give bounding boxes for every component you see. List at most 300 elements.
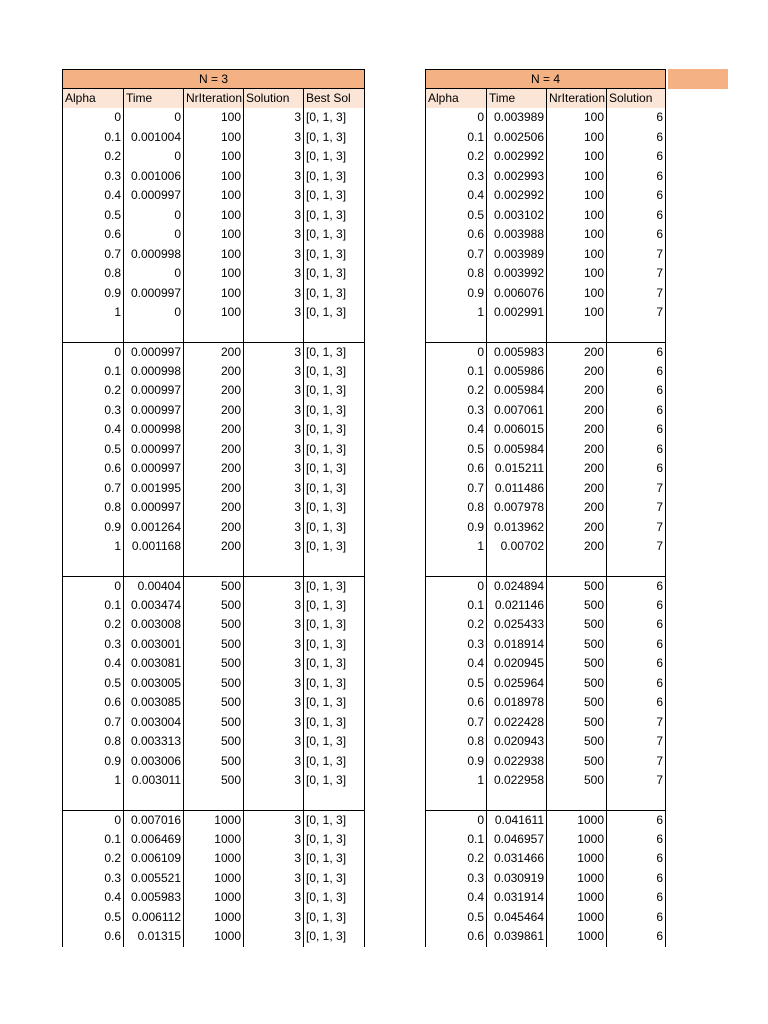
cell-nr-iteration: 100 bbox=[183, 108, 243, 128]
cell-time: 0.020945 bbox=[486, 654, 546, 674]
cell-solution: 3 bbox=[243, 927, 303, 947]
table-row bbox=[425, 108, 666, 128]
cell-time: 0.000998 bbox=[123, 420, 183, 440]
cell-solution: 6 bbox=[606, 167, 666, 187]
cell-time: 0.005984 bbox=[486, 381, 546, 401]
table-row bbox=[425, 225, 666, 245]
cell-nr-iteration: 100 bbox=[546, 167, 606, 187]
table-row bbox=[425, 381, 666, 401]
cell-best-sol: [0, 1, 3] bbox=[303, 128, 365, 148]
cell-solution: 7 bbox=[606, 752, 666, 772]
cell-best-sol: [0, 1, 3] bbox=[303, 303, 365, 323]
cell-alpha: 0.3 bbox=[425, 401, 486, 421]
cell-nr-iteration: 500 bbox=[183, 732, 243, 752]
cell-time: 0.003001 bbox=[123, 635, 183, 655]
cell-alpha: 0.2 bbox=[62, 849, 123, 869]
empty-cell bbox=[62, 791, 123, 811]
cell-time: 0.003988 bbox=[486, 225, 546, 245]
cell-solution: 3 bbox=[243, 518, 303, 538]
cell-time: 0.007978 bbox=[486, 498, 546, 518]
cell-best-sol: [0, 1, 3] bbox=[303, 615, 365, 635]
cell-solution: 3 bbox=[243, 713, 303, 733]
cell-time: 0.003004 bbox=[123, 713, 183, 733]
cell-time: 0.000997 bbox=[123, 381, 183, 401]
cell-best-sol: [0, 1, 3] bbox=[303, 264, 365, 284]
table-row bbox=[425, 576, 666, 596]
empty-cell bbox=[606, 323, 666, 343]
cell-best-sol: [0, 1, 3] bbox=[303, 225, 365, 245]
cell-solution: 7 bbox=[606, 498, 666, 518]
cell-alpha: 0.2 bbox=[62, 147, 123, 167]
cell-alpha: 0.1 bbox=[62, 830, 123, 850]
cell-nr-iteration: 100 bbox=[546, 303, 606, 323]
cell-nr-iteration: 100 bbox=[183, 245, 243, 265]
table-row bbox=[62, 518, 365, 538]
cell-solution: 6 bbox=[606, 811, 666, 830]
cell-nr-iteration: 1000 bbox=[183, 888, 243, 908]
cell-best-sol: [0, 1, 3] bbox=[303, 771, 365, 791]
cell-nr-iteration: 500 bbox=[183, 615, 243, 635]
cell-alpha: 0.4 bbox=[425, 420, 486, 440]
cell-time: 0.003008 bbox=[123, 615, 183, 635]
cell-solution: 6 bbox=[606, 225, 666, 245]
cell-time: 0.01315 bbox=[123, 927, 183, 947]
cell-time: 0.013962 bbox=[486, 518, 546, 538]
table-n4 bbox=[425, 69, 666, 947]
table-row bbox=[425, 401, 666, 421]
cell-best-sol: [0, 1, 3] bbox=[303, 830, 365, 850]
cell-time: 0.025964 bbox=[486, 674, 546, 694]
cell-alpha: 0.2 bbox=[62, 381, 123, 401]
cell-best-sol: [0, 1, 3] bbox=[303, 752, 365, 772]
cell-solution: 3 bbox=[243, 147, 303, 167]
cell-alpha: 0 bbox=[62, 811, 123, 830]
cell-nr-iteration: 200 bbox=[546, 518, 606, 538]
cell-nr-iteration: 500 bbox=[546, 752, 606, 772]
cell-solution: 3 bbox=[243, 498, 303, 518]
cell-alpha: 0.5 bbox=[62, 440, 123, 460]
cell-nr-iteration: 500 bbox=[546, 654, 606, 674]
cell-time: 0.006109 bbox=[123, 849, 183, 869]
cell-nr-iteration: 1000 bbox=[183, 849, 243, 869]
cell-nr-iteration: 1000 bbox=[546, 849, 606, 869]
cell-alpha: 0 bbox=[62, 577, 123, 596]
table-title: N = 3 bbox=[198, 72, 228, 86]
cell-time: 0.018978 bbox=[486, 693, 546, 713]
cell-nr-iteration: 1000 bbox=[183, 908, 243, 928]
cell-time: 0.015211 bbox=[486, 459, 546, 479]
cell-solution: 3 bbox=[243, 888, 303, 908]
cell-best-sol: [0, 1, 3] bbox=[303, 167, 365, 187]
cell-nr-iteration: 500 bbox=[183, 771, 243, 791]
cell-best-sol: [0, 1, 3] bbox=[303, 518, 365, 538]
empty-cell bbox=[62, 323, 123, 343]
cell-alpha: 0.6 bbox=[62, 225, 123, 245]
cell-solution: 3 bbox=[243, 908, 303, 928]
cell-alpha: 0.1 bbox=[62, 362, 123, 382]
table-row bbox=[62, 849, 365, 869]
table-row bbox=[62, 752, 365, 772]
cell-time: 0.046957 bbox=[486, 830, 546, 850]
table-row bbox=[425, 245, 666, 265]
cell-solution: 3 bbox=[243, 128, 303, 148]
cell-solution: 3 bbox=[243, 206, 303, 226]
cell-time: 0.005983 bbox=[486, 343, 546, 362]
table-row bbox=[62, 537, 365, 557]
table-row bbox=[62, 381, 365, 401]
cell-solution: 7 bbox=[606, 245, 666, 265]
cell-alpha: 0.3 bbox=[62, 869, 123, 889]
cell-alpha: 0.5 bbox=[62, 674, 123, 694]
cell-alpha: 0 bbox=[425, 108, 486, 128]
cell-solution: 6 bbox=[606, 147, 666, 167]
cell-solution: 6 bbox=[606, 577, 666, 596]
cell-solution: 3 bbox=[243, 732, 303, 752]
cell-time: 0.022958 bbox=[486, 771, 546, 791]
table-row bbox=[62, 771, 365, 791]
cell-alpha: 0.4 bbox=[425, 654, 486, 674]
cell-time: 0.001995 bbox=[123, 479, 183, 499]
cell-time: 0.002506 bbox=[486, 128, 546, 148]
cell-nr-iteration: 200 bbox=[546, 440, 606, 460]
cell-time: 0.003989 bbox=[486, 108, 546, 128]
cell-solution: 7 bbox=[606, 518, 666, 538]
cell-solution: 3 bbox=[243, 693, 303, 713]
empty-cell bbox=[546, 323, 606, 343]
cell-solution: 3 bbox=[243, 752, 303, 772]
cell-time: 0.003085 bbox=[123, 693, 183, 713]
cell-solution: 7 bbox=[606, 713, 666, 733]
cell-alpha: 0.4 bbox=[425, 186, 486, 206]
cell-nr-iteration: 200 bbox=[183, 537, 243, 557]
column-header-solution: Solution bbox=[243, 89, 303, 109]
cell-time: 0.002992 bbox=[486, 147, 546, 167]
cell-time: 0.005984 bbox=[486, 440, 546, 460]
cell-solution: 3 bbox=[243, 381, 303, 401]
empty-cell bbox=[183, 557, 243, 577]
cell-alpha: 1 bbox=[62, 771, 123, 791]
cell-alpha: 0.6 bbox=[425, 927, 486, 947]
cell-best-sol: [0, 1, 3] bbox=[303, 420, 365, 440]
cell-solution: 6 bbox=[606, 596, 666, 616]
cell-nr-iteration: 1000 bbox=[546, 869, 606, 889]
table-row bbox=[425, 362, 666, 382]
cell-solution: 3 bbox=[243, 440, 303, 460]
table-row bbox=[425, 498, 666, 518]
spacer-row bbox=[425, 791, 666, 811]
cell-time: 0.011486 bbox=[486, 479, 546, 499]
cell-alpha: 1 bbox=[425, 537, 486, 557]
cell-nr-iteration: 500 bbox=[183, 635, 243, 655]
table-row bbox=[62, 303, 365, 323]
cell-nr-iteration: 200 bbox=[183, 518, 243, 538]
cell-nr-iteration: 200 bbox=[546, 459, 606, 479]
table-row bbox=[425, 518, 666, 538]
empty-cell bbox=[606, 791, 666, 811]
cell-time: 0.003313 bbox=[123, 732, 183, 752]
cell-time: 0.021146 bbox=[486, 596, 546, 616]
cell-nr-iteration: 500 bbox=[183, 693, 243, 713]
cell-alpha: 0.4 bbox=[62, 420, 123, 440]
cell-time: 0.003992 bbox=[486, 264, 546, 284]
cell-alpha: 0.3 bbox=[425, 635, 486, 655]
cell-solution: 6 bbox=[606, 888, 666, 908]
cell-nr-iteration: 500 bbox=[546, 713, 606, 733]
cell-alpha: 0.1 bbox=[425, 596, 486, 616]
table-row bbox=[425, 927, 666, 947]
cell-time: 0.000997 bbox=[123, 440, 183, 460]
table-row bbox=[425, 752, 666, 772]
cell-alpha: 0.8 bbox=[62, 498, 123, 518]
cell-solution: 6 bbox=[606, 927, 666, 947]
table-row bbox=[425, 420, 666, 440]
cell-alpha: 0.1 bbox=[425, 830, 486, 850]
cell-nr-iteration: 1000 bbox=[546, 811, 606, 830]
cell-nr-iteration: 1000 bbox=[183, 927, 243, 947]
cell-time: 0.001168 bbox=[123, 537, 183, 557]
cell-alpha: 0.9 bbox=[62, 284, 123, 304]
cell-nr-iteration: 500 bbox=[183, 713, 243, 733]
table-row bbox=[62, 342, 365, 362]
cell-nr-iteration: 100 bbox=[546, 264, 606, 284]
cell-time: 0.041611 bbox=[486, 811, 546, 830]
column-header-nr-iteration: NrIteration bbox=[546, 89, 606, 109]
cell-best-sol: [0, 1, 3] bbox=[303, 869, 365, 889]
cell-time: 0.024894 bbox=[486, 577, 546, 596]
cell-time: 0.022428 bbox=[486, 713, 546, 733]
cell-alpha: 0.7 bbox=[62, 713, 123, 733]
table-row bbox=[62, 147, 365, 167]
cell-time: 0.003474 bbox=[123, 596, 183, 616]
cell-nr-iteration: 500 bbox=[546, 615, 606, 635]
table-row bbox=[425, 537, 666, 557]
cell-best-sol: [0, 1, 3] bbox=[303, 654, 365, 674]
cell-alpha: 0.5 bbox=[62, 908, 123, 928]
cell-nr-iteration: 100 bbox=[546, 147, 606, 167]
cell-time: 0.031466 bbox=[486, 849, 546, 869]
cell-alpha: 0.7 bbox=[62, 479, 123, 499]
cell-alpha: 0.5 bbox=[425, 908, 486, 928]
cell-nr-iteration: 100 bbox=[546, 225, 606, 245]
cell-solution: 6 bbox=[606, 401, 666, 421]
cell-nr-iteration: 100 bbox=[183, 264, 243, 284]
cell-alpha: 0.4 bbox=[62, 186, 123, 206]
table-row bbox=[425, 303, 666, 323]
spacer-row bbox=[62, 557, 365, 577]
table-row bbox=[62, 245, 365, 265]
empty-cell bbox=[243, 557, 303, 577]
cell-nr-iteration: 500 bbox=[183, 674, 243, 694]
cell-solution: 3 bbox=[243, 343, 303, 362]
cell-solution: 3 bbox=[243, 284, 303, 304]
cell-time: 0.025433 bbox=[486, 615, 546, 635]
cell-solution: 3 bbox=[243, 849, 303, 869]
cell-solution: 7 bbox=[606, 303, 666, 323]
table-row bbox=[62, 459, 365, 479]
cell-best-sol: [0, 1, 3] bbox=[303, 343, 365, 362]
cell-alpha: 0 bbox=[425, 811, 486, 830]
cell-alpha: 0.1 bbox=[62, 128, 123, 148]
cell-alpha: 0.3 bbox=[425, 869, 486, 889]
cell-alpha: 0.2 bbox=[425, 381, 486, 401]
table-row bbox=[62, 479, 365, 499]
cell-solution: 3 bbox=[243, 635, 303, 655]
cell-time: 0.002993 bbox=[486, 167, 546, 187]
cell-alpha: 0.5 bbox=[425, 440, 486, 460]
cell-nr-iteration: 200 bbox=[546, 343, 606, 362]
empty-cell bbox=[123, 791, 183, 811]
cell-best-sol: [0, 1, 3] bbox=[303, 440, 365, 460]
cell-nr-iteration: 100 bbox=[183, 167, 243, 187]
cell-alpha: 0.1 bbox=[62, 596, 123, 616]
cell-solution: 6 bbox=[606, 869, 666, 889]
cell-time: 0.000997 bbox=[123, 284, 183, 304]
cell-alpha: 0.9 bbox=[62, 518, 123, 538]
cell-alpha: 0.7 bbox=[425, 713, 486, 733]
cell-best-sol: [0, 1, 3] bbox=[303, 186, 365, 206]
table-row bbox=[62, 810, 365, 830]
cell-nr-iteration: 100 bbox=[183, 284, 243, 304]
cell-alpha: 0.6 bbox=[425, 225, 486, 245]
cell-nr-iteration: 500 bbox=[546, 674, 606, 694]
table-n3 bbox=[62, 69, 365, 947]
cell-best-sol: [0, 1, 3] bbox=[303, 362, 365, 382]
table-row bbox=[425, 849, 666, 869]
cell-best-sol: [0, 1, 3] bbox=[303, 732, 365, 752]
cell-time: 0.006469 bbox=[123, 830, 183, 850]
cell-time: 0.002992 bbox=[486, 186, 546, 206]
cell-nr-iteration: 1000 bbox=[546, 830, 606, 850]
cell-alpha: 0.8 bbox=[425, 264, 486, 284]
cell-alpha: 0.3 bbox=[62, 635, 123, 655]
cell-time: 0.003006 bbox=[123, 752, 183, 772]
cell-nr-iteration: 100 bbox=[546, 128, 606, 148]
cell-best-sol: [0, 1, 3] bbox=[303, 927, 365, 947]
table-row bbox=[62, 498, 365, 518]
cell-alpha: 0.4 bbox=[425, 888, 486, 908]
table-row bbox=[425, 771, 666, 791]
table-header-row bbox=[62, 89, 365, 109]
cell-time: 0.006076 bbox=[486, 284, 546, 304]
cell-solution: 3 bbox=[243, 537, 303, 557]
table-row bbox=[62, 732, 365, 752]
cell-time: 0 bbox=[123, 147, 183, 167]
cell-alpha: 0.2 bbox=[62, 615, 123, 635]
table-row bbox=[425, 674, 666, 694]
cell-nr-iteration: 1000 bbox=[546, 927, 606, 947]
cell-time: 0.001264 bbox=[123, 518, 183, 538]
cell-time: 0.005983 bbox=[123, 888, 183, 908]
cell-time: 0.000998 bbox=[123, 362, 183, 382]
table-row bbox=[425, 459, 666, 479]
cell-solution: 6 bbox=[606, 674, 666, 694]
cell-alpha: 1 bbox=[425, 771, 486, 791]
cell-nr-iteration: 200 bbox=[183, 381, 243, 401]
cell-nr-iteration: 500 bbox=[546, 693, 606, 713]
cell-nr-iteration: 500 bbox=[546, 577, 606, 596]
cell-time: 0.003081 bbox=[123, 654, 183, 674]
table-row bbox=[425, 908, 666, 928]
cell-best-sol: [0, 1, 3] bbox=[303, 908, 365, 928]
cell-alpha: 0.9 bbox=[62, 752, 123, 772]
cell-solution: 6 bbox=[606, 615, 666, 635]
table-row bbox=[62, 401, 365, 421]
cell-alpha: 0.5 bbox=[425, 206, 486, 226]
cell-time: 0.00404 bbox=[123, 577, 183, 596]
table-row bbox=[425, 830, 666, 850]
cell-alpha: 0.7 bbox=[425, 245, 486, 265]
cell-nr-iteration: 100 bbox=[546, 245, 606, 265]
table-row bbox=[425, 284, 666, 304]
cell-alpha: 0 bbox=[62, 343, 123, 362]
cell-nr-iteration: 100 bbox=[183, 147, 243, 167]
column-header-nr-iteration: NrIteration bbox=[183, 89, 243, 109]
cell-solution: 3 bbox=[243, 186, 303, 206]
cell-solution: 6 bbox=[606, 108, 666, 128]
cell-solution: 3 bbox=[243, 596, 303, 616]
table-row bbox=[62, 264, 365, 284]
cell-time: 0.003102 bbox=[486, 206, 546, 226]
cell-time: 0.007016 bbox=[123, 811, 183, 830]
cell-alpha: 0.6 bbox=[425, 693, 486, 713]
cell-best-sol: [0, 1, 3] bbox=[303, 849, 365, 869]
table-row bbox=[425, 810, 666, 830]
cell-nr-iteration: 500 bbox=[546, 771, 606, 791]
cell-best-sol: [0, 1, 3] bbox=[303, 381, 365, 401]
cell-time: 0.000997 bbox=[123, 459, 183, 479]
cell-alpha: 0.6 bbox=[62, 459, 123, 479]
cell-nr-iteration: 200 bbox=[546, 498, 606, 518]
cell-solution: 6 bbox=[606, 440, 666, 460]
cell-solution: 3 bbox=[243, 674, 303, 694]
cell-time: 0.003989 bbox=[486, 245, 546, 265]
cell-nr-iteration: 100 bbox=[183, 186, 243, 206]
cell-time: 0.000998 bbox=[123, 245, 183, 265]
table-row bbox=[425, 732, 666, 752]
cell-alpha: 0.7 bbox=[425, 479, 486, 499]
cell-time: 0.000997 bbox=[123, 498, 183, 518]
column-header-alpha: Alpha bbox=[425, 89, 486, 109]
cell-nr-iteration: 500 bbox=[183, 654, 243, 674]
cell-best-sol: [0, 1, 3] bbox=[303, 206, 365, 226]
empty-cell bbox=[486, 323, 546, 343]
cell-nr-iteration: 100 bbox=[546, 108, 606, 128]
table-row bbox=[62, 206, 365, 226]
cell-nr-iteration: 100 bbox=[546, 284, 606, 304]
table-row bbox=[425, 264, 666, 284]
table-row bbox=[425, 888, 666, 908]
column-header-time: Time bbox=[123, 89, 183, 109]
cell-solution: 3 bbox=[243, 167, 303, 187]
cell-nr-iteration: 200 bbox=[546, 420, 606, 440]
cell-nr-iteration: 200 bbox=[546, 362, 606, 382]
column-header-solution: Solution bbox=[606, 89, 666, 109]
cell-nr-iteration: 200 bbox=[546, 537, 606, 557]
cell-best-sol: [0, 1, 3] bbox=[303, 596, 365, 616]
cell-time: 0.039861 bbox=[486, 927, 546, 947]
cell-solution: 3 bbox=[243, 245, 303, 265]
table-title: N = 4 bbox=[530, 72, 560, 86]
cell-time: 0 bbox=[123, 303, 183, 323]
spacer-row bbox=[62, 323, 365, 343]
cell-nr-iteration: 200 bbox=[183, 362, 243, 382]
cell-alpha: 0.2 bbox=[425, 147, 486, 167]
cell-solution: 3 bbox=[243, 577, 303, 596]
table-row bbox=[425, 713, 666, 733]
cell-solution: 6 bbox=[606, 830, 666, 850]
table-row bbox=[425, 693, 666, 713]
empty-cell bbox=[425, 557, 486, 577]
